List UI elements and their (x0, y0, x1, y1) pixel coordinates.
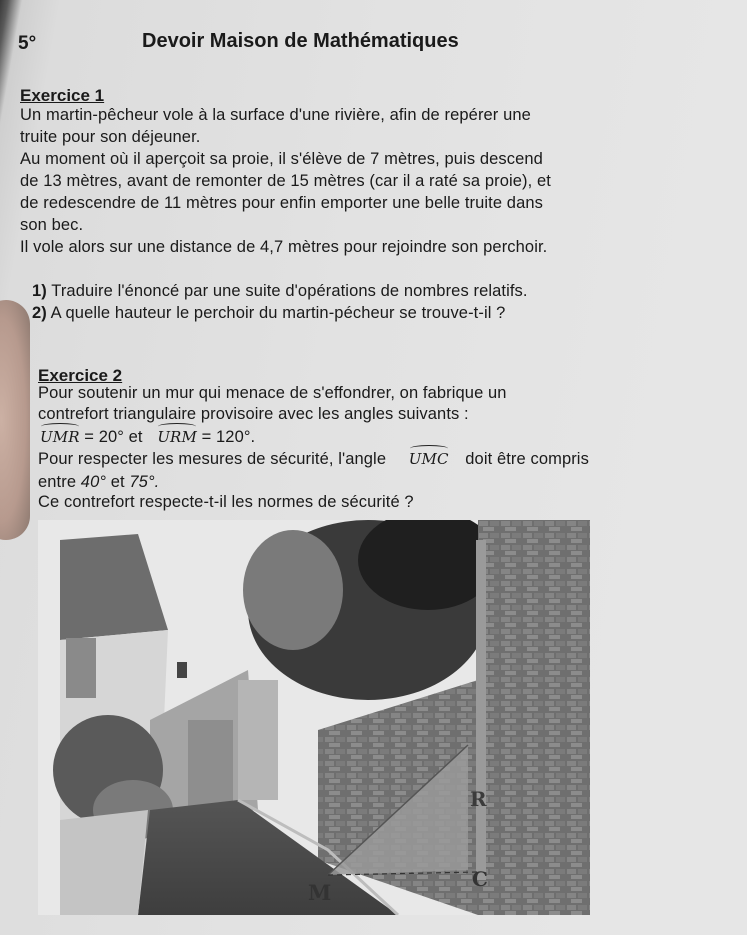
line5-et: et (110, 473, 125, 491)
angle-umr: UMR (40, 428, 80, 446)
finger-shadow (0, 300, 30, 540)
question-2-number: 2) (32, 304, 47, 322)
exercise2-line-2: contrefort triangulaire provisoire avec les angles suivants : (38, 405, 469, 423)
wall-buttress-photo (38, 520, 590, 915)
conjunction-et: et (128, 428, 143, 446)
exercise1-line: de 13 mètres, avant de remonter de 15 mètres (car il a raté sa proie), et (20, 172, 551, 190)
exercise1-line: Un martin-pêcheur vole à la surface d'une rivière, afin de repérer une (20, 106, 531, 124)
angle-urm-value: = 120°. (201, 428, 256, 446)
exercise2-line-4 (38, 450, 589, 469)
page-title: Devoir Maison de Mathématiques (142, 30, 459, 52)
question-1-number: 1) (32, 282, 47, 300)
exercise1-title: Exercice 1 (20, 86, 105, 105)
exercise1-line: son bec. (20, 216, 84, 234)
exercise2-question: Ce contrefort respecte-t-il les normes de sécurité ? (38, 493, 414, 511)
point-r-label: R (470, 787, 487, 811)
photo-drawing (38, 520, 590, 915)
angle-urm: URM (157, 428, 197, 446)
exercise1-line: de redescendre de 11 mètres pour enfin emporter une belle truite dans (20, 194, 543, 212)
line4-post: doit être compris (465, 450, 589, 468)
exercise2-line-1: Pour soutenir un mur qui menace de s'effondrer, on fabrique un (38, 384, 507, 402)
bound-low: 40° (80, 473, 107, 491)
line5-pre: entre (38, 473, 77, 491)
question-1-text: Traduire l'énoncé par une suite d'opérations de nombres relatifs. (51, 282, 528, 300)
exercise1-line: Au moment où il aperçoit sa proie, il s'élève de 7 mètres, puis descend (20, 150, 543, 168)
exercise2-angles-line (40, 428, 255, 447)
point-c-label: C (472, 867, 488, 891)
question-1 (32, 282, 528, 301)
exercise2-title: Exercice 2 (38, 366, 123, 385)
grade-label: 5° (18, 33, 37, 54)
point-m-label: M (308, 880, 332, 905)
line4-pre: Pour respecter les mesures de sécurité, l'angle (38, 450, 387, 468)
exercise1-line: truite pour son déjeuner. (20, 128, 201, 146)
angle-umc: UMC (408, 450, 449, 468)
angle-umr-value: = 20° (84, 428, 124, 446)
bound-high: 75°. (129, 473, 160, 491)
exercise2-line-5 (38, 473, 159, 492)
question-2-text: A quelle hauteur le perchoir du martin-pécheur se trouve-t-il ? (50, 304, 506, 322)
exercise1-line: Il vole alors sur une distance de 4,7 mètres pour rejoindre son perchoir. (20, 238, 548, 256)
question-2 (32, 304, 505, 323)
